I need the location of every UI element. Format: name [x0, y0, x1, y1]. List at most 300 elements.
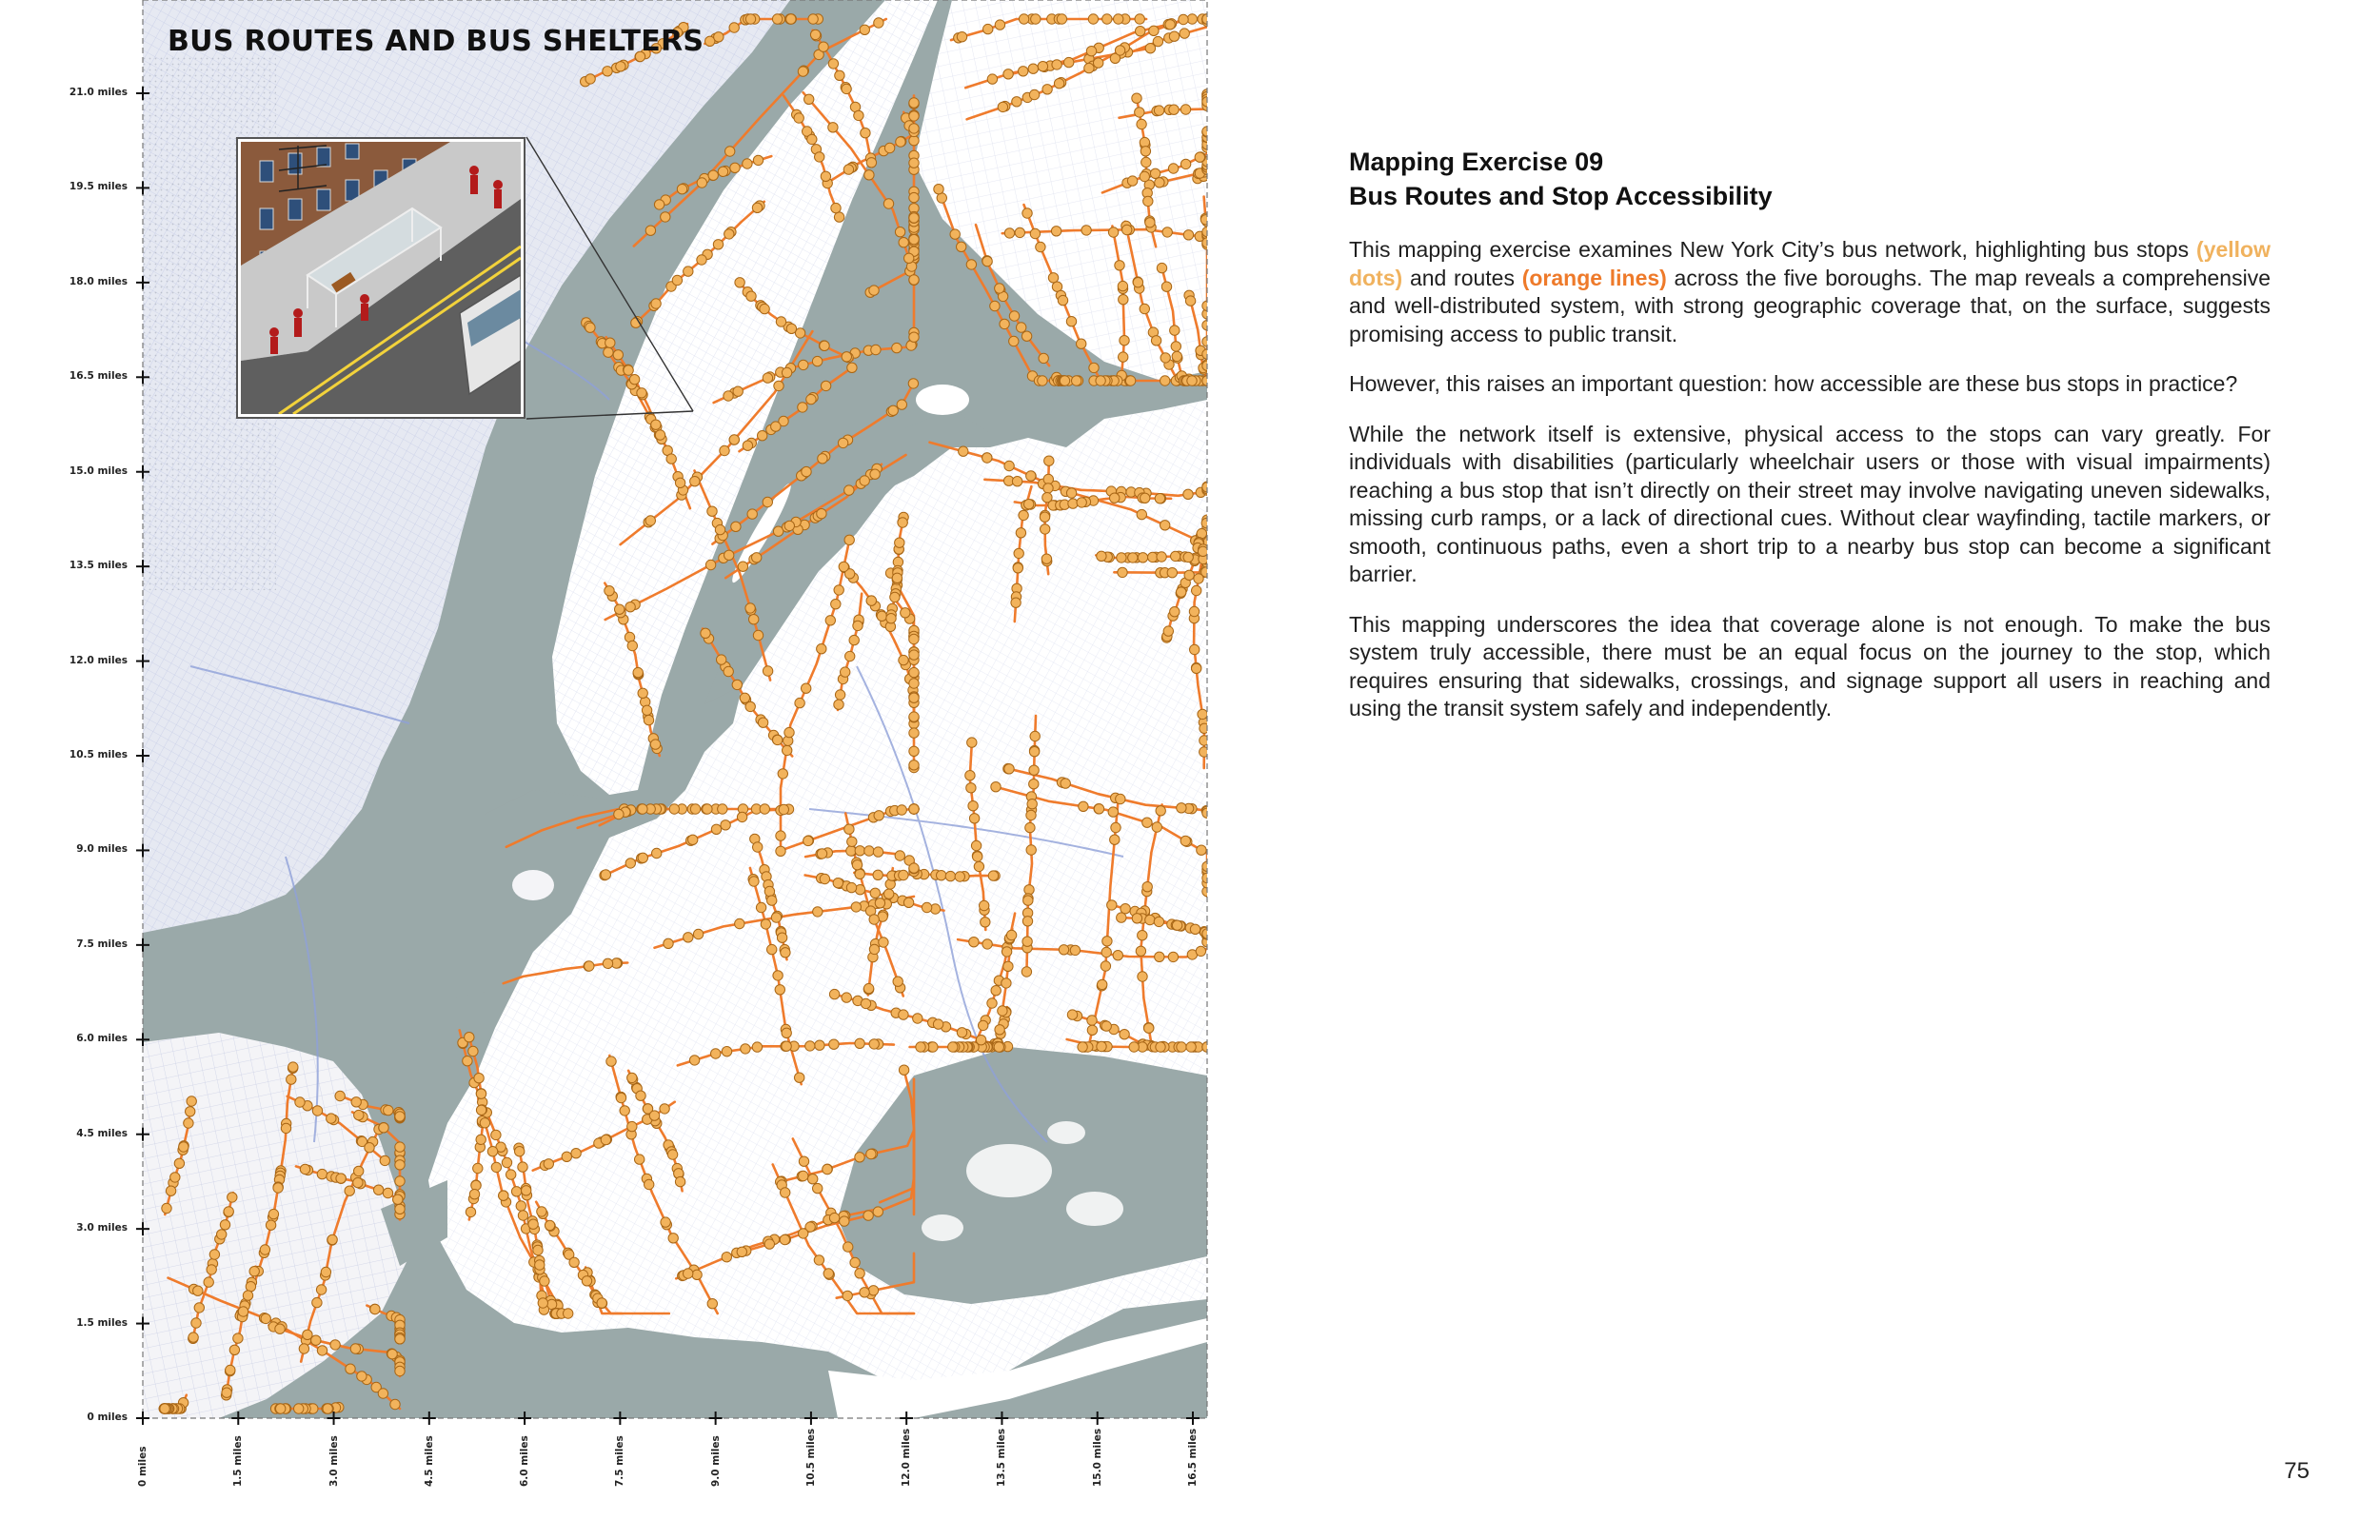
bus-stop-dot — [890, 592, 900, 602]
bus-stop-dot — [1002, 947, 1011, 957]
bus-stop-dot — [884, 143, 894, 152]
bus-stop-dot — [471, 1180, 481, 1190]
bus-stop-dot — [1145, 218, 1155, 227]
bus-stop-dot — [724, 229, 734, 239]
bus-stop-dot — [1051, 227, 1061, 236]
bus-stop-dot — [1009, 336, 1019, 346]
bus-stop-dot — [747, 509, 757, 519]
bus-stop-dot — [603, 958, 612, 968]
bus-stop-dot — [823, 1164, 832, 1174]
paragraph-intro-part: This mapping exercise examines New York City’s bus network, highlighting bus stops — [1349, 237, 2197, 262]
bus-stop-dot — [1137, 119, 1146, 128]
bus-stop-dot — [1107, 900, 1117, 910]
bus-stop-dot — [909, 667, 919, 677]
bus-stop-dot — [1003, 69, 1013, 79]
bus-stop-dot — [616, 1093, 625, 1102]
bus-stop-dot — [220, 1220, 229, 1230]
bus-stop-dot — [179, 1142, 188, 1152]
paragraph-conclusion: This mapping underscores the idea that coverage alone is not enough. To make the bus system truly accessible, there must be an equal focus on the journey to the stop, which requires ensuring that sidewalks, crossings, and signage support all users in reaching and using the transit system safely and independently. — [1349, 611, 2271, 721]
bus-stop-dot — [810, 30, 820, 39]
bus-stop-dot — [828, 59, 838, 69]
bus-stop-dot — [1127, 176, 1137, 186]
bus-stop-dot — [562, 1152, 571, 1161]
y-axis-label: 16.5 miles — [69, 370, 128, 383]
bus-stop-dot — [761, 919, 770, 929]
bus-stop-dot — [969, 938, 979, 947]
bus-stop-dot — [1058, 295, 1067, 305]
bus-stop-dot — [983, 24, 993, 33]
bus-stop-dot — [1132, 93, 1141, 103]
bus-stop-dot — [1128, 553, 1138, 563]
bus-stop-dot — [909, 679, 919, 688]
y-axis-label: 10.5 miles — [69, 749, 128, 760]
bus-stop-dot — [821, 381, 830, 390]
bus-stop-dot — [351, 1097, 361, 1107]
bus-stop-dot — [840, 1216, 849, 1226]
bus-stop-dot — [1138, 972, 1147, 981]
bus-stop-dot — [1135, 14, 1144, 24]
bus-stop-dot — [855, 846, 864, 856]
bus-stop-dot — [852, 860, 862, 870]
bus-stop-dot — [711, 1049, 721, 1058]
bus-stop-dot — [1024, 500, 1034, 509]
bus-stop-dot — [1160, 376, 1170, 385]
bus-stop-dot — [995, 20, 1004, 30]
bus-stop-dot — [934, 185, 943, 194]
bus-stop-dot — [1145, 915, 1155, 924]
bus-stop-dot — [535, 1260, 545, 1270]
x-axis-label: 3.0 miles — [327, 1435, 340, 1487]
bus-stop-dot — [760, 304, 769, 313]
bus-stop-dot — [708, 170, 718, 180]
bus-stop-dot — [374, 1185, 384, 1194]
bus-stop-dot — [1021, 331, 1031, 341]
bus-stop-dot — [1140, 147, 1150, 156]
bus-stop-dot — [1014, 548, 1023, 558]
bus-stop-dot — [784, 521, 794, 530]
bus-stop-dot — [774, 381, 783, 390]
bus-stop-dot — [703, 804, 712, 814]
bus-stop-dot — [718, 804, 727, 814]
bus-stop-dot — [370, 1304, 380, 1313]
bus-stop-dot — [741, 1044, 750, 1054]
bus-stop-dot — [1117, 553, 1126, 563]
bus-stop-dot — [228, 1193, 237, 1202]
bus-stop-dot — [847, 363, 857, 372]
bus-stop-dot — [395, 1366, 405, 1375]
y-axis-label: 19.5 miles — [69, 181, 128, 193]
bus-stop-dot — [899, 655, 908, 664]
bus-stop-dot — [1108, 807, 1118, 817]
bus-stop-dot — [1183, 489, 1193, 499]
bus-stop-dot — [299, 1344, 308, 1353]
bus-stop-dot — [746, 291, 756, 301]
bus-stop-dot — [829, 1039, 839, 1049]
bus-stop-dot — [684, 1269, 693, 1278]
bus-stop-dot — [1168, 164, 1178, 173]
bus-stop-dot — [569, 1257, 579, 1267]
bus-stop-dot — [1187, 376, 1197, 385]
bus-stop-dot — [1040, 512, 1049, 522]
bus-stop-dot — [743, 159, 752, 168]
bus-stop-dot — [743, 441, 752, 450]
bus-stop-dot — [1129, 1042, 1139, 1052]
bus-stop-dot — [300, 1164, 309, 1174]
bus-stop-dot — [994, 1042, 1003, 1052]
bus-stop-dot — [855, 1153, 864, 1162]
bus-stop-dot — [764, 886, 774, 896]
bus-stop-dot — [1101, 961, 1110, 971]
bus-stop-dot — [184, 1118, 193, 1128]
bus-stop-dot — [1096, 376, 1105, 385]
bus-stop-dot — [350, 1344, 360, 1353]
bus-stop-dot — [767, 944, 777, 954]
bus-stop-dot — [873, 870, 883, 879]
bus-stop-dot — [1196, 946, 1205, 956]
bus-stop-dot — [1194, 574, 1203, 583]
bus-stop-dot — [776, 317, 785, 326]
bus-stop-dot — [1029, 89, 1039, 99]
bus-stop-dot — [781, 1188, 790, 1197]
bus-stop-dot — [476, 1105, 486, 1115]
bus-stop-dot — [737, 1247, 746, 1256]
bus-stop-dot — [476, 1089, 486, 1098]
bus-stop-dot — [909, 124, 919, 133]
y-axis-label: 0 miles — [87, 1412, 128, 1423]
bus-stop-dot — [655, 430, 664, 440]
bus-stop-dot — [1190, 924, 1200, 934]
bus-stop-dot — [831, 203, 841, 212]
bus-stop-dot — [763, 666, 772, 676]
bus-stop-dot — [773, 971, 783, 980]
bus-stop-dot — [879, 938, 888, 947]
bus-stop-dot — [654, 200, 664, 209]
bus-stop-dot — [1167, 568, 1177, 578]
bus-stop-dot — [637, 388, 646, 398]
bus-stop-dot — [752, 1042, 762, 1052]
bus-stop-dot — [233, 1333, 243, 1343]
bus-stop-dot — [756, 902, 765, 912]
bus-stop-dot — [1152, 822, 1161, 832]
bus-stop-dot — [752, 203, 762, 212]
bus-stop-dot — [892, 343, 902, 352]
bus-stop-dot — [721, 820, 730, 830]
bus-stop-dot — [745, 701, 755, 711]
bus-stop-dot — [675, 478, 684, 487]
bus-stop-dot — [260, 1245, 269, 1254]
bus-stop-dot — [732, 680, 742, 689]
bus-stop-dot — [1119, 352, 1128, 362]
bus-stop-dot — [1094, 804, 1103, 814]
bus-stop-dot — [469, 1190, 479, 1199]
bus-stop-dot — [661, 212, 670, 222]
bus-stop-dot — [667, 1150, 677, 1159]
bus-stop-dot — [804, 94, 814, 104]
bus-stop-dot — [620, 1106, 629, 1116]
bus-stop-dot — [1183, 230, 1193, 240]
bus-stop-dot — [1000, 319, 1009, 328]
bus-stop-dot — [904, 253, 914, 263]
bus-stop-dot — [688, 835, 698, 844]
bus-stop-dot — [1192, 663, 1201, 673]
bus-stop-dot — [585, 961, 594, 971]
bus-stop-dot — [909, 693, 919, 702]
bus-stop-dot — [913, 1014, 922, 1023]
bus-stop-dot — [888, 405, 898, 415]
bus-stop-dot — [312, 1297, 322, 1307]
bus-stop-dot — [1192, 585, 1201, 595]
bus-stop-dot — [813, 907, 823, 917]
bus-stop-dot — [515, 1147, 525, 1156]
yellow-dots-label: (yellow dots) — [1349, 237, 2271, 290]
bus-stop-dot — [869, 915, 879, 924]
bus-stop-dot — [752, 553, 762, 563]
bus-stop-dot — [1102, 14, 1112, 24]
bus-stop-dot — [898, 518, 907, 527]
bus-stop-dot — [1153, 36, 1162, 46]
bus-stop-dot — [725, 147, 735, 156]
bus-stop-dot — [518, 1162, 527, 1172]
bus-stop-dot — [1006, 930, 1016, 939]
bus-stop-dot — [1163, 626, 1173, 636]
bus-stop-dot — [845, 651, 855, 661]
bus-stop-dot — [689, 1056, 699, 1065]
bus-stop-dot — [166, 1186, 175, 1195]
bus-stop-dot — [336, 1174, 346, 1183]
bus-stop-dot — [1077, 498, 1086, 507]
bus-stop-dot — [1041, 554, 1051, 563]
y-axis-label: 18.0 miles — [69, 275, 128, 287]
bus-stop-dot — [1004, 764, 1014, 774]
bus-stop-dot — [601, 870, 610, 879]
bus-stop-dot — [261, 1313, 270, 1323]
bus-stop-dot — [1021, 967, 1031, 977]
bus-stop-dot — [995, 284, 1004, 293]
bus-stop-dot — [818, 454, 827, 464]
bus-stop-dot — [1197, 845, 1206, 855]
bus-stop-dot — [194, 1303, 204, 1313]
bus-stop-dot — [354, 1166, 364, 1175]
bus-stop-dot — [908, 379, 918, 388]
bus-stop-dot — [745, 603, 755, 613]
bus-stop-dot — [1101, 947, 1111, 957]
bus-stop-dot — [294, 1404, 304, 1413]
x-axis-label: 15.0 miles — [1091, 1428, 1103, 1487]
bus-stop-dot — [1060, 376, 1069, 385]
bus-stop-dot — [909, 275, 919, 285]
bus-stop-dot — [624, 365, 633, 375]
y-axis-label: 12.0 miles — [69, 654, 128, 666]
bus-stop-dot — [311, 1335, 321, 1345]
bus-stop-dot — [276, 1404, 286, 1413]
bus-stop-dot — [636, 1091, 645, 1100]
bus-stop-dot — [717, 655, 726, 664]
bus-stop-dot — [711, 824, 721, 834]
bus-stop-dot — [1136, 946, 1145, 956]
bus-stop-dot — [1162, 227, 1172, 237]
bus-stop-dot — [1025, 822, 1035, 832]
paragraph-question: However, this raises an important question: how accessible are these bus stops in practice? — [1349, 371, 2238, 396]
bus-stop-dot — [1165, 20, 1175, 30]
bus-stop-dot — [1111, 822, 1121, 832]
bus-stop-dot — [191, 1318, 201, 1328]
bus-stop-dot — [784, 727, 794, 737]
bus-stop-dot — [650, 740, 660, 749]
bus-stop-dot — [303, 1330, 312, 1339]
bus-stop-dot — [834, 585, 843, 595]
bus-stop-dot — [1102, 937, 1112, 946]
bus-stop-dot — [585, 323, 595, 332]
bus-stop-dot — [1094, 58, 1103, 68]
bus-stop-dot — [909, 804, 919, 814]
bus-stop-dot — [1022, 917, 1032, 926]
bus-stop-dot — [873, 847, 883, 857]
bus-stop-dot — [249, 1267, 259, 1276]
bus-stop-dot — [1170, 326, 1180, 335]
bus-stop-dot — [1019, 67, 1028, 76]
bus-stop-dot — [1140, 304, 1149, 313]
bus-stop-dot — [893, 977, 902, 986]
bus-stop-dot — [1028, 64, 1038, 73]
bus-stop-dot — [841, 667, 850, 677]
bus-stop-dot — [950, 229, 960, 239]
bus-stop-dot — [1185, 296, 1195, 306]
bus-stop-dot — [395, 1334, 405, 1344]
bus-stop-dot — [967, 738, 977, 747]
bus-stop-dot — [715, 524, 724, 534]
y-axis-label: 4.5 miles — [76, 1127, 128, 1139]
bus-stop-dot — [1161, 282, 1171, 291]
bus-stop-dot — [384, 1105, 393, 1115]
bus-stop-dot — [1156, 1042, 1165, 1052]
bus-stop-dot — [1140, 493, 1150, 503]
exercise-title: Bus Routes and Stop Accessibility — [1349, 182, 1773, 210]
bus-stop-dot — [1031, 14, 1041, 24]
bus-stop-dot — [627, 641, 637, 650]
bus-stop-dot — [972, 852, 982, 861]
bus-stop-dot — [1184, 570, 1194, 580]
bus-stop-dot — [909, 863, 919, 873]
bus-stop-dot — [990, 301, 1000, 310]
bus-stop-dot — [749, 615, 759, 624]
exercise-number: Mapping Exercise 09 — [1349, 148, 1604, 176]
bus-stop-dot — [627, 1121, 637, 1131]
bus-stop-dot — [851, 902, 861, 912]
bus-stop-dot — [1101, 1021, 1111, 1031]
bus-stop-dot — [463, 1056, 472, 1066]
bus-stop-dot — [1026, 471, 1036, 481]
bus-stop-dot — [855, 869, 864, 879]
bus-stop-dot — [378, 1389, 387, 1398]
bus-stop-dot — [869, 944, 879, 954]
bus-stop-dot — [855, 1038, 864, 1048]
bus-stop-dot — [633, 667, 643, 677]
bus-stop-dot — [1079, 801, 1088, 811]
bus-stop-dot — [1088, 14, 1098, 24]
bus-stop-dot — [786, 324, 796, 333]
bus-stop-dot — [649, 1111, 659, 1120]
bus-stop-dot — [473, 1163, 483, 1173]
bus-stop-dot — [383, 1188, 392, 1197]
bus-stop-dot — [869, 286, 879, 295]
bus-stop-dot — [773, 735, 783, 744]
bus-stop-dot — [207, 1265, 216, 1274]
bus-stop-dot — [651, 299, 661, 308]
bus-stop-dot — [873, 1207, 883, 1216]
bus-stop-dot — [783, 745, 792, 755]
bus-stop-dot — [844, 535, 854, 544]
bus-stop-dot — [1155, 494, 1164, 503]
bus-stop-dot — [1066, 488, 1076, 498]
x-axis-label: 13.5 miles — [996, 1428, 1008, 1487]
bus-stop-dot — [957, 242, 966, 251]
y-axis-label: 1.5 miles — [76, 1316, 128, 1329]
bus-stop-dot — [316, 1285, 326, 1294]
bus-stop-dot — [1114, 14, 1123, 24]
bus-stop-dot — [287, 1075, 296, 1084]
bus-stop-dot — [740, 693, 749, 702]
y-axis-label: 6.0 miles — [76, 1033, 128, 1045]
bus-stop-dot — [780, 1234, 789, 1244]
bus-stop-dot — [955, 872, 964, 881]
bus-stop-dot — [909, 234, 919, 244]
bus-stop-dot — [724, 391, 733, 401]
bus-stop-dot — [965, 771, 975, 780]
bus-stop-dot — [821, 171, 830, 181]
paragraph-intro-part: across the five boroughs. The map reveals a comprehensive and well-distributed system, with strong geographic coverage that, on the surface, suggests promising access to public transit. — [1349, 265, 2271, 346]
bus-stop-dot — [672, 275, 682, 285]
bus-stop-dot — [1200, 215, 1210, 225]
bus-stop-dot — [1180, 159, 1190, 168]
bus-stop-dot — [982, 256, 992, 266]
bus-stop-dot — [776, 846, 785, 856]
bus-stop-dot — [327, 1114, 336, 1123]
x-axis-label: 6.0 miles — [519, 1435, 531, 1487]
bus-stop-dot — [777, 933, 786, 942]
bus-stop-dot — [808, 1175, 818, 1184]
bus-stop-dot — [1081, 226, 1091, 235]
bus-stop-dot — [799, 360, 808, 369]
bus-stop-dot — [1115, 46, 1124, 55]
bus-stop-dot — [909, 760, 919, 770]
bus-stop-dot — [886, 614, 896, 623]
bus-shelter-inset — [236, 137, 526, 419]
bus-stop-dot — [684, 933, 693, 942]
bus-stop-dot — [948, 1042, 958, 1052]
bus-stop-dot — [1148, 552, 1158, 562]
bus-stop-dot — [864, 846, 874, 856]
bus-stop-dot — [468, 1046, 478, 1056]
x-axis-label: 4.5 miles — [423, 1435, 435, 1487]
bus-stop-dot — [1029, 765, 1039, 775]
bus-stop-dot — [829, 1213, 839, 1222]
bus-stop-dot — [1120, 336, 1129, 346]
bus-stop-dot — [807, 134, 817, 144]
bus-stop-dot — [1143, 196, 1153, 206]
bus-stop-dot — [597, 1298, 606, 1308]
bus-stop-dot — [1155, 952, 1164, 961]
bus-stop-dot — [1113, 951, 1122, 960]
bus-stop-dot — [705, 560, 715, 569]
bus-stop-dot — [798, 67, 807, 76]
bus-stop-dot — [1201, 518, 1211, 527]
bus-stop-dot — [982, 453, 992, 463]
bus-stop-dot — [764, 1239, 774, 1249]
bus-stop-dot — [988, 871, 998, 880]
bus-stop-dot — [188, 1333, 198, 1342]
bus-stop-dot — [863, 983, 873, 993]
bus-stop-dot — [638, 804, 647, 814]
